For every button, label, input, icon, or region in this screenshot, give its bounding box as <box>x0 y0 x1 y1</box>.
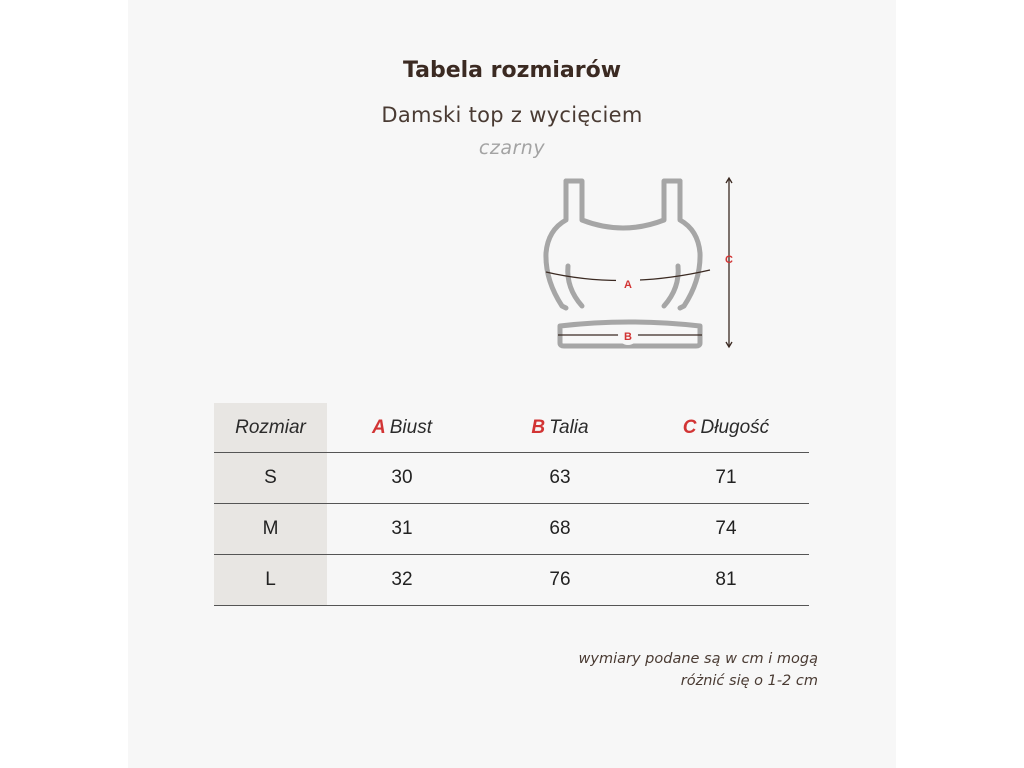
table-header-row <box>214 403 809 453</box>
top-outline <box>546 181 566 308</box>
cell-size: M <box>214 504 327 555</box>
cell-length: 74 <box>643 504 809 555</box>
cell-bust: 31 <box>327 504 477 555</box>
strap-left <box>566 181 680 228</box>
cell-waist: 63 <box>477 453 643 504</box>
page-title: Tabela rozmiarów <box>402 58 622 83</box>
footnote-line-1: wymiary podane są w cm i mogą <box>578 651 818 667</box>
cell-waist: 76 <box>477 555 643 606</box>
label-a: A <box>624 279 632 291</box>
size-table <box>214 403 809 606</box>
cell-bust: 30 <box>327 453 477 504</box>
top-outline-right <box>680 181 700 308</box>
inner-right-curve <box>664 266 678 306</box>
table-row <box>214 504 809 555</box>
footnote <box>418 648 818 692</box>
product-color: czarny <box>478 137 546 159</box>
table-row <box>214 453 809 504</box>
cell-length: 71 <box>643 453 809 504</box>
size-chart-card <box>128 0 896 768</box>
cell-bust: 32 <box>327 555 477 606</box>
header-waist: B Talia <box>477 403 643 453</box>
label-c: C <box>725 254 733 266</box>
cell-waist: 68 <box>477 504 643 555</box>
label-b: B <box>624 331 632 343</box>
cell-size: L <box>214 555 327 606</box>
inner-left-curve <box>568 266 582 306</box>
header-bust: A Biust <box>327 403 477 453</box>
cell-length: 81 <box>643 555 809 606</box>
cell-size: S <box>214 453 327 504</box>
header-size: Rozmiar <box>214 403 327 453</box>
garment-diagram <box>528 168 748 358</box>
footnote-line-2: różnić się o 1-2 cm <box>680 673 818 689</box>
product-name: Damski top z wycięciem <box>381 103 643 127</box>
header-length: C Długość <box>643 403 809 453</box>
table-row <box>214 555 809 606</box>
